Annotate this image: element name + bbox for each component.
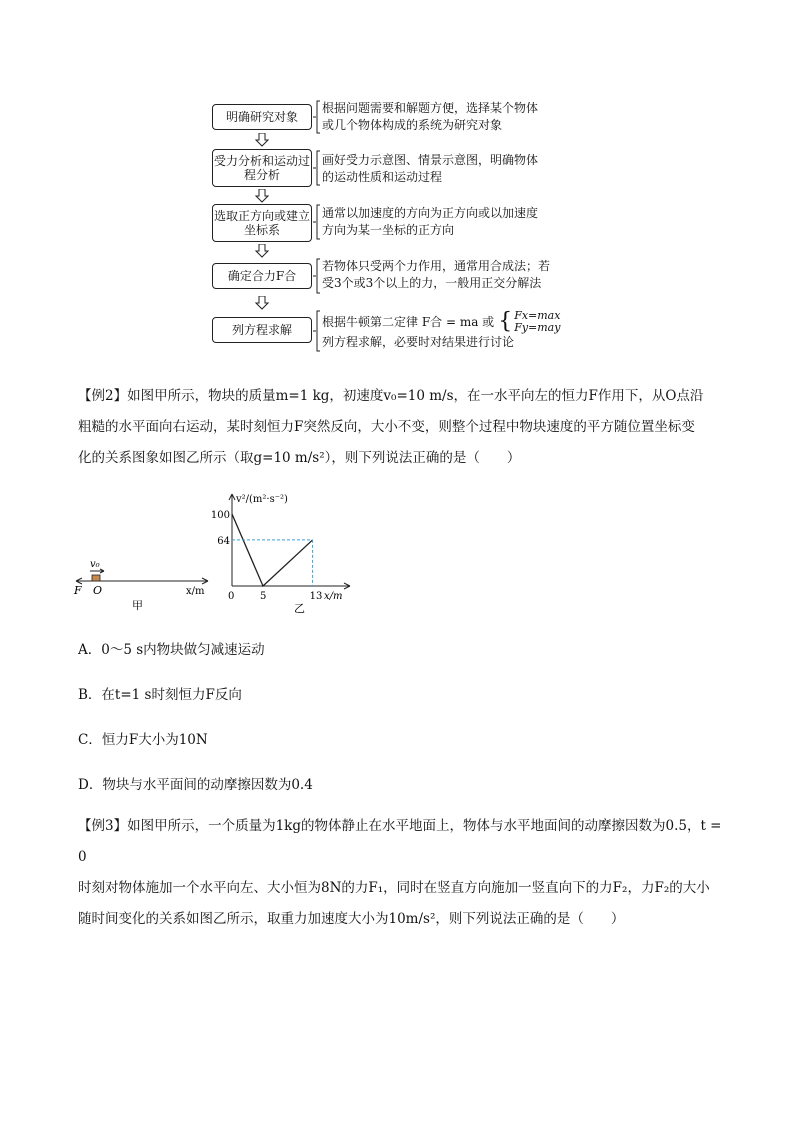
f-label: F	[74, 584, 82, 597]
flow-desc-3: 通常以加速度的方向为正方向或以加速度 方向为某一坐标的正方向	[322, 206, 539, 237]
bracket	[312, 310, 322, 352]
bracket	[312, 204, 322, 240]
caption-jia: 甲	[132, 599, 143, 612]
option-c: C．恒力F大小为10N	[78, 732, 208, 748]
flow-desc-4: 若物体只受两个力作用，通常用合成法；若 受3个或3个以上的力，一般用正交分解法	[322, 259, 551, 290]
figure-yi-chart	[200, 488, 360, 618]
flow-desc-5: 根据牛顿第二定律 F合 = ma 或 { Fx=max Fy=may 列方程求解，必要时对结果进行讨论	[322, 309, 561, 349]
example-3-text: 【例3】如图甲所示，一个质量为1kg的物体静止在水平地面上，物体与水平地面间的动摩擦因数为0.5，t = 0 时刻对物体施加一个水平向左、大小恒为8N的力F₁，同时在竖直方向施加一竖直向下的力F₂，力F₂的大小 随时间变化的关系如图乙所示，取重力加速度大小为10m/s²，则下列说法正确的是（ ）	[78, 818, 722, 927]
left-brace: {	[498, 309, 513, 334]
x-tick-label: 13	[309, 591, 323, 602]
option-d: D．物块与水平面间的动摩擦因数为0.4	[78, 777, 313, 793]
down-arrow-icon	[255, 189, 269, 203]
x-tick-label: 0	[228, 591, 235, 602]
v0-label: v₀	[90, 559, 100, 570]
y-tick-label: 100	[210, 510, 230, 521]
y-axis-label: v²/(m²·s⁻²)	[236, 494, 288, 505]
y-tick-label: 64	[217, 535, 230, 547]
bracket	[312, 258, 322, 294]
example-2-text: 【例2】如图甲所示，物块的质量m=1 kg，初速度v₀=10 m/s，在一水平向左的恒力F作用下，从O点沿 粗糙的水平面向右运动，某时刻恒力F突然反向，大小不变，则整个过程中物块速度的平方随位置坐标变 化的关系图象如图乙所示（取g=10 m/s²），则下列说法正确的是（ ）	[78, 388, 704, 466]
down-arrow-icon	[255, 133, 269, 147]
x-axis-label: x/m	[324, 591, 343, 602]
option-b: B．在t=1 s时刻恒力F反向	[78, 687, 242, 703]
flow-step-3: 选取正方向或建立坐标系	[212, 204, 312, 242]
flow-step-2: 受力分析和运动过程分析	[212, 149, 312, 187]
option-a: A．0～5 s内物块做匀减速运动	[78, 642, 265, 658]
flow-desc-2: 画好受力示意图、情景示意图，明确物体 的运动性质和运动过程	[322, 153, 539, 184]
x-tick-label: 5	[260, 591, 267, 602]
series-line	[232, 514, 313, 586]
x-label: x/m	[186, 586, 205, 597]
bracket	[312, 100, 322, 134]
flow-step-5: 列方程求解	[212, 317, 312, 343]
caption-yi: 乙	[294, 602, 305, 615]
block	[92, 575, 100, 581]
down-arrow-icon	[255, 296, 269, 310]
bracket	[312, 150, 322, 186]
down-arrow-icon	[255, 244, 269, 258]
flow-step-4: 确定合力F合	[212, 263, 312, 289]
figure-jia	[70, 555, 215, 615]
flowchart	[212, 100, 572, 360]
flow-step-1: 明确研究对象	[212, 104, 312, 130]
flow-desc-1: 根据问题需要和解题方便，选择某个物体 或几个物体构成的系统为研究对象	[322, 101, 539, 132]
o-label: O	[93, 584, 103, 597]
